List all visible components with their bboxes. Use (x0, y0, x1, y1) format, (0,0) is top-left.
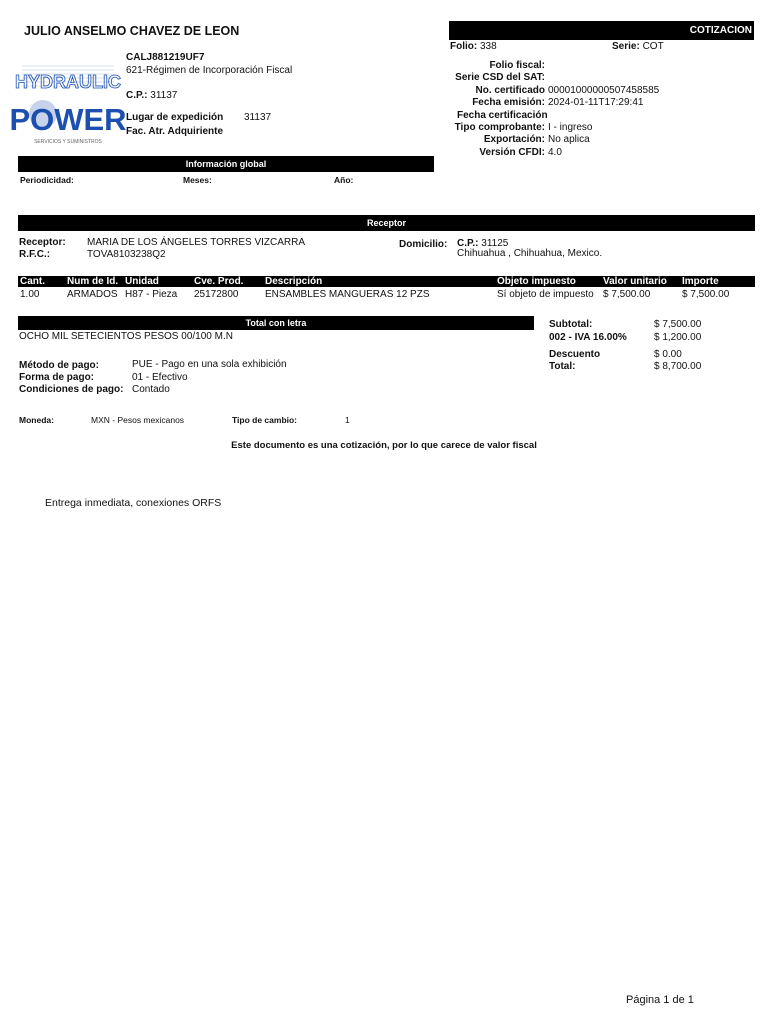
subtotal-value: $ 7,500.00 (654, 319, 702, 330)
col-header-cant: Cant. (20, 276, 45, 287)
fiscal-label: Tipo comprobante: (454, 122, 545, 134)
fiscal-row (440, 85, 740, 97)
domicilio-label: Domicilio: (399, 239, 448, 250)
col-header-num-id: Num de Id. (67, 276, 119, 287)
item-cve-prod: 25172800 (194, 289, 239, 300)
fiscal-label: Exportación: (483, 134, 545, 146)
notes-text: Entrega inmediata, conexiones ORFS (45, 497, 222, 509)
folio (450, 41, 497, 52)
forma-pago-value: 01 - Efectivo (132, 372, 188, 383)
hydraulic-power-logo (9, 58, 127, 148)
serie-label: Serie: (612, 41, 640, 52)
iva-value: $ 1,200.00 (654, 332, 702, 343)
fiscal-value: 4.0 (548, 146, 562, 158)
item-unidad: H87 - Pieza (125, 289, 178, 300)
item-objeto-impuesto: Sí objeto de impuesto (497, 289, 594, 300)
receptor-cp-label: C.P.: (457, 238, 479, 249)
col-header-descripcion: Descripción (265, 276, 323, 287)
fiscal-label: Fecha certificación (457, 109, 548, 121)
tipo-cambio-label: Tipo de cambio: (232, 415, 298, 425)
fiscal-row (440, 134, 740, 146)
condiciones-pago-label: Condiciones de pago: (19, 384, 124, 395)
fiscal-row (440, 60, 740, 72)
receptor-name: MARIA DE LOS ÁNGELES TORRES VIZCARRA (87, 237, 306, 248)
fiscal-row (440, 97, 740, 109)
col-header-importe: Importe (682, 276, 719, 287)
fiscal-value: No aplica (548, 134, 590, 146)
receptor-cp-value: 31125 (481, 238, 509, 249)
col-header-valor-unitario: Valor unitario (603, 276, 667, 287)
periodicidad-label: Periodicidad: (20, 175, 74, 185)
col-header-objeto-impuesto: Objeto impuesto (497, 276, 576, 287)
receptor-city: Chihuahua , Chihuahua, Mexico. (457, 248, 603, 259)
total-letra-bar: Total con letra (18, 316, 534, 330)
item-num-id: ARMADOS (67, 289, 118, 300)
metodo-pago-label: Método de pago: (19, 360, 99, 371)
issuer-cp-label: C.P.: (126, 90, 148, 101)
notice-text: Este documento es una cotización, por lo que carece de valor fiscal (231, 440, 537, 451)
metodo-pago-value: PUE - Pago en una sola exhibición (132, 359, 287, 370)
col-header-unidad: Unidad (125, 276, 159, 287)
fac-atr-label: Fac. Atr. Adquiriente (126, 126, 224, 137)
moneda-label: Moneda: (19, 415, 54, 425)
serie (612, 41, 664, 52)
total-label: Total: (549, 361, 576, 372)
doc-type-bar: COTIZACION (449, 21, 754, 40)
svg-text:HYDRAULIC: HYDRAULIC (15, 72, 121, 92)
item-descripcion: ENSAMBLES MANGUERAS 12 PZS (265, 289, 430, 300)
total-value: $ 8,700.00 (654, 361, 702, 372)
col-header-cve-prod: Cve. Prod. (194, 276, 244, 287)
serie-value: COT (642, 41, 664, 52)
fiscal-label: No. certificado (475, 84, 545, 96)
global-info-bar: Información global (18, 156, 434, 172)
fiscal-row (440, 110, 740, 122)
iva-label: 002 - IVA 16.00% (549, 332, 627, 343)
fiscal-value: 2024-01-11T17:29:41 (548, 97, 644, 109)
issuer-name: JULIO ANSELMO CHAVEZ DE LEON (24, 24, 240, 38)
fiscal-label: Fecha emisión: (472, 97, 545, 109)
fiscal-row (440, 147, 740, 159)
page-number: Página 1 de 1 (626, 994, 694, 1006)
lugar-value: 31137 (244, 112, 272, 123)
issuer-cp (126, 90, 177, 101)
condiciones-pago-value: Contado (132, 384, 170, 395)
fiscal-value: I - ingreso (548, 122, 593, 134)
moneda-value: MXN - Pesos mexicanos (91, 415, 185, 425)
svg-text:POWER: POWER (9, 102, 127, 137)
receptor-rfc-label: R.F.C.: (19, 249, 51, 260)
descuento-label: Descuento (549, 349, 601, 360)
receptor-label: Receptor: (19, 237, 66, 248)
forma-pago-label: Forma de pago: (19, 372, 95, 383)
folio-label: Folio: (450, 41, 478, 52)
anio-label: Año: (334, 175, 354, 185)
lugar-label: Lugar de expedición (126, 112, 224, 123)
descuento-value: $ 0.00 (654, 349, 682, 360)
fiscal-value: 00001000000507458585 (548, 84, 660, 96)
meses-label: Meses: (183, 175, 212, 185)
total-letra: OCHO MIL SETECIENTOS PESOS 00/100 M.N (19, 331, 233, 342)
item-importe: $ 7,500.00 (682, 289, 730, 300)
fiscal-info (440, 60, 740, 159)
issuer-regimen: 621-Régimen de Incorporación Fiscal (126, 65, 293, 76)
fiscal-label: Versión CFDI: (479, 146, 545, 158)
subtotal-label: Subtotal: (549, 319, 593, 330)
receptor-bar: Receptor (18, 215, 755, 231)
fiscal-row (440, 72, 740, 84)
svg-text:SERVICIOS Y SUMINISTROS: SERVICIOS Y SUMINISTROS (34, 139, 102, 145)
issuer-cp-value: 31137 (150, 90, 178, 101)
fiscal-label: Serie CSD del SAT: (455, 72, 545, 84)
issuer-rfc: CALJ881219UF7 (126, 52, 205, 63)
receptor-rfc: TOVA8103238Q2 (87, 249, 166, 260)
folio-value: 338 (480, 41, 497, 52)
item-cant: 1.00 (20, 289, 40, 300)
fiscal-label: Folio fiscal: (489, 60, 545, 71)
tipo-cambio-value: 1 (345, 415, 350, 425)
item-valor-unitario: $ 7,500.00 (603, 289, 651, 300)
fiscal-row (440, 122, 740, 134)
